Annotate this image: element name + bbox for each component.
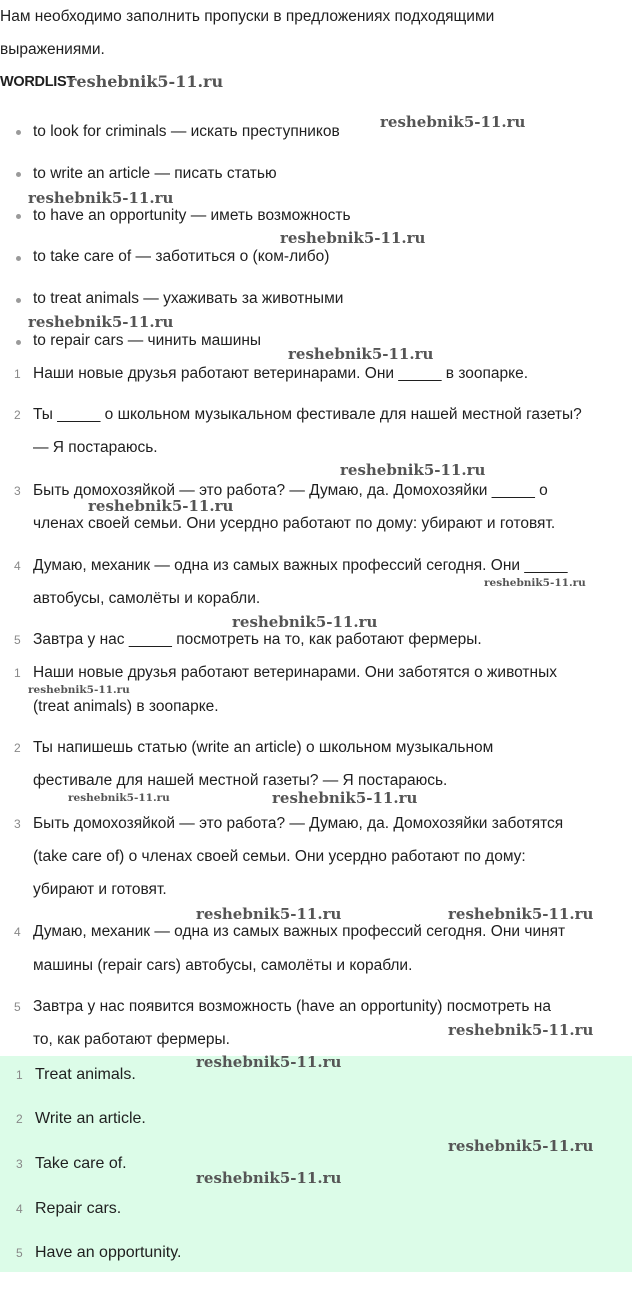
solution-line: машины (repair cars) автобусы, самолёты и корабли. bbox=[33, 957, 413, 974]
answer-number: 5 bbox=[16, 1246, 23, 1260]
task-line: членах своей семьи. Они усердно работают по дому: убирают и готовят. bbox=[33, 515, 556, 532]
intro-line-1: Нам необходимо заполнить пропуски в предложениях подходящими bbox=[0, 8, 495, 25]
answer-text: Have an opportunity. bbox=[35, 1244, 182, 1261]
bullet-icon bbox=[16, 214, 21, 219]
task-line: автобусы, самолёты и корабли. bbox=[33, 590, 261, 607]
watermark: reshebnik5-11.ru bbox=[68, 72, 224, 91]
watermark: reshebnik5-11.ru bbox=[68, 792, 170, 804]
task-number: 1 bbox=[14, 367, 21, 381]
solution-number: 2 bbox=[14, 741, 21, 755]
watermark: reshebnik5-11.ru bbox=[88, 497, 234, 515]
answer-text: Treat animals. bbox=[35, 1066, 136, 1083]
bullet-icon bbox=[16, 256, 21, 261]
task-line: Завтра у нас _____ посмотреть на то, как работают фермеры. bbox=[33, 631, 482, 648]
wordlist-item: to take care of — заботиться о (ком-либо) bbox=[33, 248, 330, 265]
watermark: reshebnik5-11.ru bbox=[484, 577, 586, 589]
solution-number: 1 bbox=[14, 666, 21, 680]
task-number: 2 bbox=[14, 408, 21, 422]
watermark: reshebnik5-11.ru bbox=[196, 1053, 342, 1071]
wordlist-item: to write an article — писать статью bbox=[33, 165, 277, 182]
solution-line: Думаю, механик — одна из самых важных профессий сегодня. Они чинят bbox=[33, 923, 566, 940]
task-line: Думаю, механик — одна из самых важных профессий сегодня. Они _____ bbox=[33, 557, 568, 574]
bullet-icon bbox=[16, 340, 21, 345]
bullet-icon bbox=[16, 172, 21, 177]
task-line: Ты _____ о школьном музыкальном фестивале для нашей местной газеты? bbox=[33, 406, 582, 423]
answer-text: Repair cars. bbox=[35, 1200, 122, 1217]
watermark: reshebnik5-11.ru bbox=[380, 113, 526, 131]
answer-number: 2 bbox=[16, 1112, 23, 1126]
solution-line: фестивале для нашей местной газеты? — Я постараюсь. bbox=[33, 772, 448, 789]
watermark: reshebnik5-11.ru bbox=[448, 905, 594, 923]
solution-line: Завтра у нас появится возможность (have an opportunity) посмотреть на bbox=[33, 998, 551, 1015]
task-number: 5 bbox=[14, 633, 21, 647]
watermark: reshebnik5-11.ru bbox=[28, 684, 130, 696]
solution-line: Быть домохозяйкой — это работа? — Думаю, да. Домохозяйки заботятся bbox=[33, 815, 564, 832]
task-line: Быть домохозяйкой — это работа? — Думаю, да. Домохозяйки _____ о bbox=[33, 482, 548, 499]
wordlist-item: to repair cars — чинить машины bbox=[33, 332, 262, 349]
answer-text: Take care of. bbox=[35, 1155, 127, 1172]
wordlist-item: to treat animals — ухаживать за животными bbox=[33, 290, 344, 307]
answer-text: Write an article. bbox=[35, 1110, 146, 1127]
intro-line-2: выражениями. bbox=[0, 41, 105, 58]
solution-line: Наши новые друзья работают ветеринарами. Они заботятся о животных bbox=[33, 664, 557, 681]
watermark: reshebnik5-11.ru bbox=[448, 1137, 594, 1155]
solution-line: (take care of) о членах своей семьи. Они усердно работают по дому: bbox=[33, 848, 526, 865]
watermark: reshebnik5-11.ru bbox=[280, 229, 426, 247]
wordlist-item: to have an opportunity — иметь возможность bbox=[33, 207, 351, 224]
watermark: reshebnik5-11.ru bbox=[340, 461, 486, 479]
bullet-icon bbox=[16, 130, 21, 135]
answers-panel bbox=[0, 1056, 632, 1272]
task-line: — Я постараюсь. bbox=[33, 439, 158, 456]
solution-number: 5 bbox=[14, 1000, 21, 1014]
solution-number: 3 bbox=[14, 817, 21, 831]
watermark: reshebnik5-11.ru bbox=[196, 905, 342, 923]
answer-number: 3 bbox=[16, 1157, 23, 1171]
bullet-icon bbox=[16, 298, 21, 303]
solution-line: Ты напишешь статью (write an article) о школьном музыкальном bbox=[33, 739, 494, 756]
watermark: reshebnik5-11.ru bbox=[28, 189, 174, 207]
answer-number: 1 bbox=[16, 1068, 23, 1082]
watermark: reshebnik5-11.ru bbox=[28, 313, 174, 331]
wordlist-heading: WORDLIST bbox=[0, 74, 75, 90]
solution-number: 4 bbox=[14, 925, 21, 939]
task-number: 3 bbox=[14, 484, 21, 498]
task-line: Наши новые друзья работают ветеринарами. Они _____ в зоопарке. bbox=[33, 365, 529, 382]
watermark: reshebnik5-11.ru bbox=[272, 789, 418, 807]
watermark: reshebnik5-11.ru bbox=[232, 613, 378, 631]
solution-line: то, как работают фермеры. bbox=[33, 1031, 230, 1048]
answer-number: 4 bbox=[16, 1202, 23, 1216]
task-number: 4 bbox=[14, 559, 21, 573]
watermark: reshebnik5-11.ru bbox=[288, 345, 434, 363]
solution-line: убирают и готовят. bbox=[33, 881, 167, 898]
solution-line: (treat animals) в зоопарке. bbox=[33, 698, 219, 715]
watermark: reshebnik5-11.ru bbox=[196, 1169, 342, 1187]
watermark: reshebnik5-11.ru bbox=[448, 1021, 594, 1039]
wordlist-item: to look for criminals — искать преступников bbox=[33, 123, 340, 140]
